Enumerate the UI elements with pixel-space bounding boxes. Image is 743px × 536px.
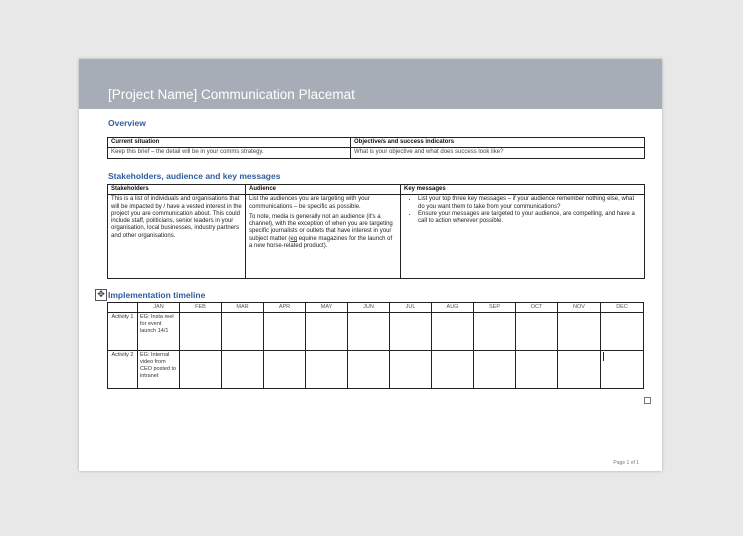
resize-handle-icon[interactable] — [644, 397, 651, 404]
stakeholders-col-header[interactable]: Stakeholders — [108, 185, 246, 195]
month-header-jul[interactable]: JUL — [390, 303, 432, 313]
stakeholders-cell[interactable] — [108, 195, 246, 279]
timeline-cell[interactable] — [516, 351, 558, 389]
month-header-oct[interactable]: OCT — [516, 303, 558, 313]
month-header-jun[interactable]: JUN — [348, 303, 390, 313]
month-header-dec[interactable]: DEC — [601, 303, 644, 313]
audience-paragraph-2: To note, media is generally not an audience (it's a channel), with the exception of when you are targeting specific journalists or outlets that have interest in your subject matter (eg equine magazines for the launch of a new horse-related product). — [249, 213, 393, 250]
month-header-sep[interactable]: SEP — [474, 303, 516, 313]
timeline-cell[interactable] — [222, 351, 264, 389]
timeline-cell[interactable] — [222, 313, 264, 351]
timeline-cell[interactable] — [474, 351, 516, 389]
timeline-cell[interactable] — [306, 351, 348, 389]
timeline-cell-active[interactable] — [601, 351, 644, 389]
timeline-cell[interactable]: EG: Internal video from CEO posted to intranet — [138, 351, 180, 389]
timeline-cell[interactable] — [264, 351, 306, 389]
audience-paragraph-1: List the audiences you are targeting with your communications – be specific as possible. — [249, 196, 370, 210]
overview-heading[interactable]: Overview — [108, 118, 146, 128]
stakeholders-table — [107, 184, 645, 279]
document-page — [79, 59, 662, 471]
month-header-mar[interactable]: MAR — [222, 303, 264, 313]
key-message-item: • List your top three key messages – if your audience remember nothing else, what do you want them to take from your communications? — [418, 196, 641, 211]
timeline-cell[interactable] — [390, 351, 432, 389]
timeline-cell[interactable] — [558, 351, 601, 389]
overview-col1-header[interactable]: Current situation — [108, 138, 351, 148]
timeline-cell[interactable] — [474, 313, 516, 351]
timeline-cell[interactable] — [348, 351, 390, 389]
stakeholders-heading[interactable]: Stakeholders, audience and key messages — [108, 171, 281, 181]
activity-label[interactable]: Activity 2 — [108, 351, 138, 389]
text-cursor — [603, 352, 604, 361]
title-banner — [79, 59, 662, 109]
stakeholders-text: This is a list of individuals and organisations that will be impacted by / have a vested interest in the project you are communication about. This could include staff, politicians, senior leaders in your organisation, local businesses, industry partners and other organisations. — [111, 196, 242, 239]
spellcheck-word: eg — [290, 235, 298, 242]
timeline-cell[interactable] — [180, 351, 222, 389]
month-header-aug[interactable]: AUG — [432, 303, 474, 313]
timeline-cell[interactable] — [390, 313, 432, 351]
overview-col2-cell[interactable]: What is your objective and what does success look like? — [351, 148, 645, 158]
timeline-cell[interactable] — [432, 351, 474, 389]
month-header-nov[interactable]: NOV — [558, 303, 601, 313]
timeline-corner-cell — [108, 303, 138, 313]
page-footer: Page 1 of 1 — [613, 460, 639, 466]
timeline-cell[interactable] — [516, 313, 558, 351]
timeline-cell[interactable] — [432, 313, 474, 351]
overview-table — [107, 137, 645, 159]
timeline-table — [107, 302, 644, 389]
month-header-may[interactable]: MAY — [306, 303, 348, 313]
overview-col1-cell[interactable]: Keep this brief – the detail will be in your comms strategy. — [108, 148, 351, 158]
timeline-cell[interactable] — [180, 313, 222, 351]
activity-label[interactable]: Activity 1 — [108, 313, 138, 351]
timeline-cell[interactable] — [558, 313, 601, 351]
timeline-cell[interactable] — [264, 313, 306, 351]
key-messages-list — [404, 196, 641, 225]
key-messages-col-header[interactable]: Key messages — [401, 185, 645, 195]
key-message-item: • Ensure your messages are targeted to your audience, are compelling, and have a call to action wherever possible. — [418, 211, 641, 226]
timeline-row — [108, 313, 644, 351]
timeline-cell[interactable] — [601, 313, 644, 351]
timeline-row — [108, 351, 644, 389]
month-header-jan[interactable]: JAN — [138, 303, 180, 313]
month-header-feb[interactable]: FEB — [180, 303, 222, 313]
timeline-heading[interactable]: Implementation timeline — [108, 290, 206, 300]
timeline-cell[interactable] — [348, 313, 390, 351]
overview-col2-header[interactable]: Objective/s and success indicators — [351, 138, 645, 148]
move-handle-icon[interactable]: ✥ — [95, 289, 107, 301]
timeline-cell[interactable] — [306, 313, 348, 351]
month-header-apr[interactable]: APR — [264, 303, 306, 313]
timeline-cell[interactable]: EG: Insta reel for event launch 14/1 — [138, 313, 180, 351]
audience-cell[interactable] — [246, 195, 401, 279]
audience-col-header[interactable]: Audience — [246, 185, 401, 195]
page-title[interactable]: [Project Name] Communication Placemat — [108, 87, 355, 102]
key-messages-cell[interactable] — [401, 195, 645, 279]
